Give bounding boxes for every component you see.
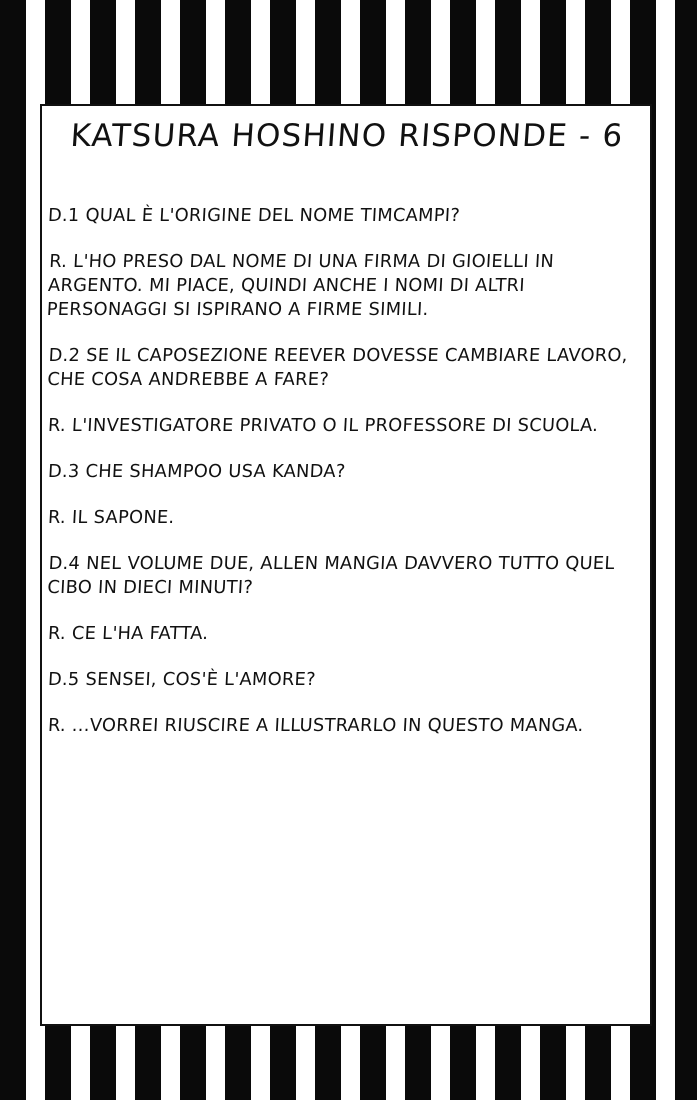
answer-5: R. ...VORREI RIUSCIRE A ILLUSTRARLO IN QUESTO MANGA. — [47, 715, 585, 736]
question-3: D.3 CHE SHAMPOO USA KANDA? — [47, 461, 347, 482]
question-4: D.4 NEL VOLUME DUE, ALLEN MANGIA DAVVERO TUTTO QUEL CIBO IN DIECI MINUTI? — [46, 553, 616, 598]
qa-panel — [40, 104, 652, 1026]
answer-3: R. IL SAPONE. — [47, 507, 175, 528]
question-1: D.1 QUAL È L'ORIGINE DEL NOME TIMCAMPI? — [47, 205, 461, 226]
answer-4: R. CE L'HA FATTA. — [47, 623, 209, 644]
answer-2: R. L'INVESTIGATORE PRIVATO O IL PROFESSORE DI SCUOLA. — [47, 415, 599, 436]
question-2: D.2 SE IL CAPOSEZIONE REEVER DOVESSE CAMBIARE LAVORO, CHE COSA ANDREBBE A FARE? — [46, 345, 629, 390]
page-title: KATSURA HOSHINO RISPONDE - 6 — [69, 118, 625, 154]
qa-list — [48, 204, 644, 760]
question-5: D.5 SENSEI, COS'È L'AMORE? — [47, 669, 317, 690]
answer-1: R. L'HO PRESO DAL NOME DI UNA FIRMA DI GIOIELLI IN ARGENTO. MI PIACE, QUINDI ANCHE I NOMI DI ALTRI PERSONAGGI SI ISPIRANO A FIRME SIMILI. — [46, 251, 555, 320]
